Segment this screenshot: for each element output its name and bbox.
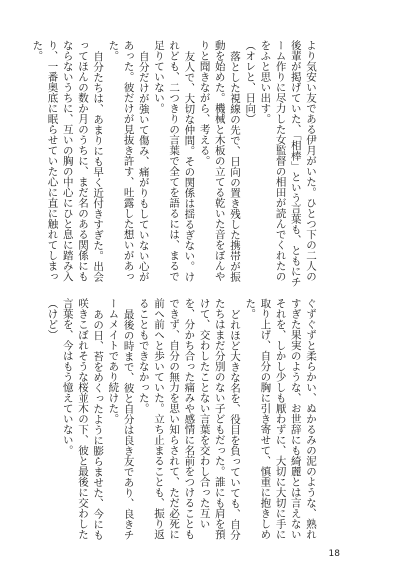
paragraph: より気安い友である伊月がいた。ひとつ下の二人の後輩が掲げていた、「相棒」という言葉も、ともにチーム作りに尽力した女監督の相田が読んでくれたのをふと思い出す。 <box>259 40 317 287</box>
paragraph: あの日、苔をめくったように膨らませた、今にも咲きこぼれそうな桜並木の下、彼と最後に交わした言葉を、今はもう憶えていない。 <box>61 298 105 540</box>
lower-text-block <box>46 298 318 548</box>
paragraph: どれほど大きな名を、役目を負っていても、自分たちはまだ分別のない子どもだった。誰にも肩を預けて、交わしたことない言葉を交わし合った互いを、分かち合った痛みや感情に名前をつけることもできず、自分の無力を思い知らされて、ただ必死に前へ前へと歩いていた。立ち止まることも、振り返ることもできなかった。 <box>137 298 241 540</box>
page-number: 18 <box>328 549 340 559</box>
paragraph-inner-thought: （けど） <box>46 298 59 340</box>
paragraph: 自分たちは、あまりにも早く近付きすぎた。出会ってほんの数か月のうちに、まだ名のある関係にもならないうちに、互いの胸の中心にひと息に踏み入り、一番奥底に眠らせていた心に直に触れてしまった。 <box>31 40 105 282</box>
paragraph: 自分だけが強いて傷み、痛がりもしていない心があった。彼だけが見抜き許す、吐露した想いがあった。 <box>107 40 150 282</box>
paragraph: 最後の時まで、彼と自分は良き友であり、良きチームメイトであり続けた。 <box>107 298 135 540</box>
upper-text-block <box>31 40 318 290</box>
paragraph: 落とした視線の先で、日向の置き残した携帯が振動を始めた。機械と木板の立てる乾いた音をぼんやりと聞きながら、考える。 <box>198 40 241 282</box>
paragraph: ぐずぐずと柔らかい、ぬかるみの泥のような、熟れすぎた果実のような、お世辞にも綺麗とは言えないそれを、しかし少しも厭わずに、大切に大切に手に取り上げ、自分の胸に引き寄せて、慎重に抱きしめた。 <box>244 298 317 540</box>
paragraph: 友人で、大切な仲間。その関係は揺るぎない。けれども、二つきりの言葉で全てを語るには、まるで足りていない。 <box>152 40 196 282</box>
paragraph-inner-thought: （オレと、日向） <box>244 40 257 124</box>
